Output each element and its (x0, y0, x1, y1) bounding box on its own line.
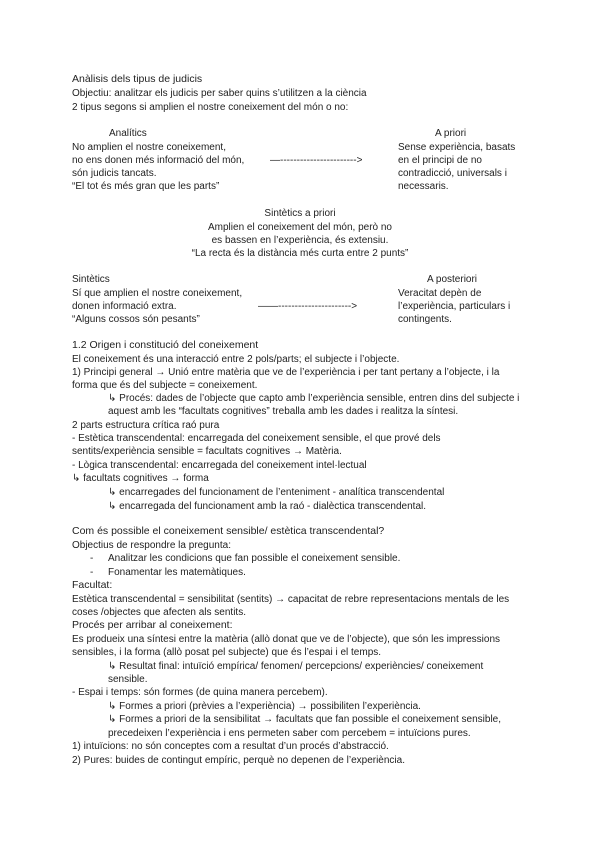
facultat-line-1: Estètica transcendental = sensibilitat (sentits) → capacitat de rebre representacions mentals de les (72, 594, 510, 605)
analitics-arrow: —-----------------------> (270, 155, 363, 166)
proces-label: Procés per arribar al coneixement: (72, 619, 233, 631)
bullet-item-2: Fonamentar les matemàtiques. (108, 567, 246, 578)
sintetics-a-priori-line-1: Amplien el coneixement del món, però no (208, 222, 392, 233)
analitics-line-1: No amplien el nostre coneixement, (72, 142, 226, 153)
section-1-2-heading: 1.2 Origen i constitució del coneixement (72, 339, 259, 351)
a-priori-line-4: necessaris. (398, 181, 449, 192)
facultat-line-2: coses /objectes que afecten als sentits. (72, 607, 246, 618)
analitics-heading: Analítics (109, 128, 147, 139)
proces-line-1: Es produeix una síntesi entre la matèria (allò donat que ve de l’objecte), que són les impressions (72, 634, 501, 645)
section-1-2-line-12: ↳ encarregada del funcionament amb la raó - dialèctica transcendental. (108, 501, 427, 512)
section-1-2-line-4: ↳ Procés: dades de l’objecte que capto amb l’experiència sensible, entren dins del subjecte i (108, 393, 520, 404)
a-posteriori-line-1: Veracitat depèn de (398, 288, 482, 299)
proces-line-10: 2) Pures: buides de contingut empíric, perquè no depenen de l’experiència. (72, 755, 405, 766)
section-1-2-line-7: - Estètica transcendental: encarregada del coneixement sensible, el que prové dels (72, 433, 441, 444)
proces-line-3: ↳ Resultat final: intuïció empírica/ fenomen/ percepcions/ experiències/ coneixement (108, 661, 484, 672)
a-priori-line-1: Sense experiència, basats (398, 142, 516, 153)
section-sensible-heading: Com és possible el coneixement sensible/ estètica transcendental? (72, 525, 385, 537)
proces-line-4: sensible. (108, 674, 148, 685)
analitics-line-2: no ens donen més informació del món, (72, 155, 245, 166)
proces-line-7: ↳ Formes a priori de la sensibilitat → facultats que fan possible el coneixement sensible, (108, 714, 502, 725)
a-posteriori-line-2: l’experiència, particulars i (398, 301, 511, 312)
objective-line: Objectiu: analitzar els judicis per saber quins s’utilitzen a la ciència (72, 88, 367, 99)
section-1-2-line-8: sentits/experiència sensible = facultats cognitives → Matèria. (72, 446, 342, 457)
document-title: Anàlisis dels tipus de judicis (72, 73, 203, 85)
a-posteriori-line-3: contingents. (398, 314, 452, 325)
section-1-2-line-11: ↳ encarregades del funcionament de l’enteniment - analítica transcendental (108, 487, 445, 498)
analitics-line-3: són judicis tancats. (72, 168, 157, 179)
bullet-mark-2: - (90, 567, 94, 578)
objectives-label: Objectius de respondre la pregunta: (72, 540, 231, 551)
a-priori-line-2: en el principi de no (398, 155, 482, 166)
sintetics-heading: Sintètics (72, 274, 110, 285)
proces-line-2: sensibles, i la forma (allò posat pel subjecte) que és l’espai i el temps. (72, 647, 382, 658)
analitics-line-4: “El tot és més gran que les parts” (72, 181, 220, 192)
section-1-2-line-3: forma que és del subjecte = coneixement. (72, 380, 258, 391)
proces-line-6: ↳ Formes a priori (prèvies a l’experiència) → possibiliten l’experiència. (108, 701, 421, 712)
sintetics-a-priori-line-2: es bassen en l’experiència, és extensiu. (211, 235, 389, 246)
two-types-line: 2 tipus segons si amplien el nostre coneixement del món o no: (72, 102, 349, 113)
proces-line-5: - Espai i temps: són formes (de quina manera percebem). (72, 687, 328, 698)
section-1-2-line-5: aquest amb les “facultats cognitives” treballa amb les dades i realitza la síntesi. (108, 406, 459, 417)
proces-line-8: precedeixen l’experiència i ens permeten saber com percebem = intuïcions pures. (108, 728, 471, 739)
section-1-2-line-9: - Lògica transcendental: encarregada del coneixement intel·lectual (72, 460, 367, 471)
sintetics-line-3: “Alguns cossos són pesants” (72, 314, 200, 325)
bullet-mark-1: - (90, 553, 94, 564)
sintetics-line-1: Sí que amplien el nostre coneixement, (72, 288, 243, 299)
section-1-2-line-2: 1) Principi general → Unió entre matèria que ve de l’experiència i per tant pertany a l’objecte, i la (72, 367, 500, 378)
a-posteriori-heading: A posteriori (427, 274, 478, 285)
section-1-2-line-10: ↳ facultats cognitives → forma (72, 473, 209, 484)
facultat-label: Facultat: (72, 579, 113, 591)
a-priori-heading: A priori (435, 128, 467, 139)
section-1-2-line-6: 2 parts estructura crítica raó pura (72, 420, 220, 431)
sintetics-line-2: donen informació extra. (72, 301, 177, 312)
bullet-item-1: Analitzar les condicions que fan possible el coneixement sensible. (108, 553, 401, 564)
section-1-2-line-1: El coneixement és una interacció entre 2 pols/parts; el subjecte i l’objecte. (72, 354, 400, 365)
sintetics-a-priori-heading: Sintètics a priori (264, 208, 336, 219)
sintetics-a-priori-line-3: “La recta és la distància més curta entre 2 punts” (191, 248, 409, 259)
sintetics-arrow: ——----------------------> (258, 301, 358, 312)
proces-line-9: 1) intuïcions: no són conceptes com a resultat d’un procés d’abstracció. (72, 741, 389, 752)
a-priori-line-3: contradicció, universals i (398, 168, 507, 179)
